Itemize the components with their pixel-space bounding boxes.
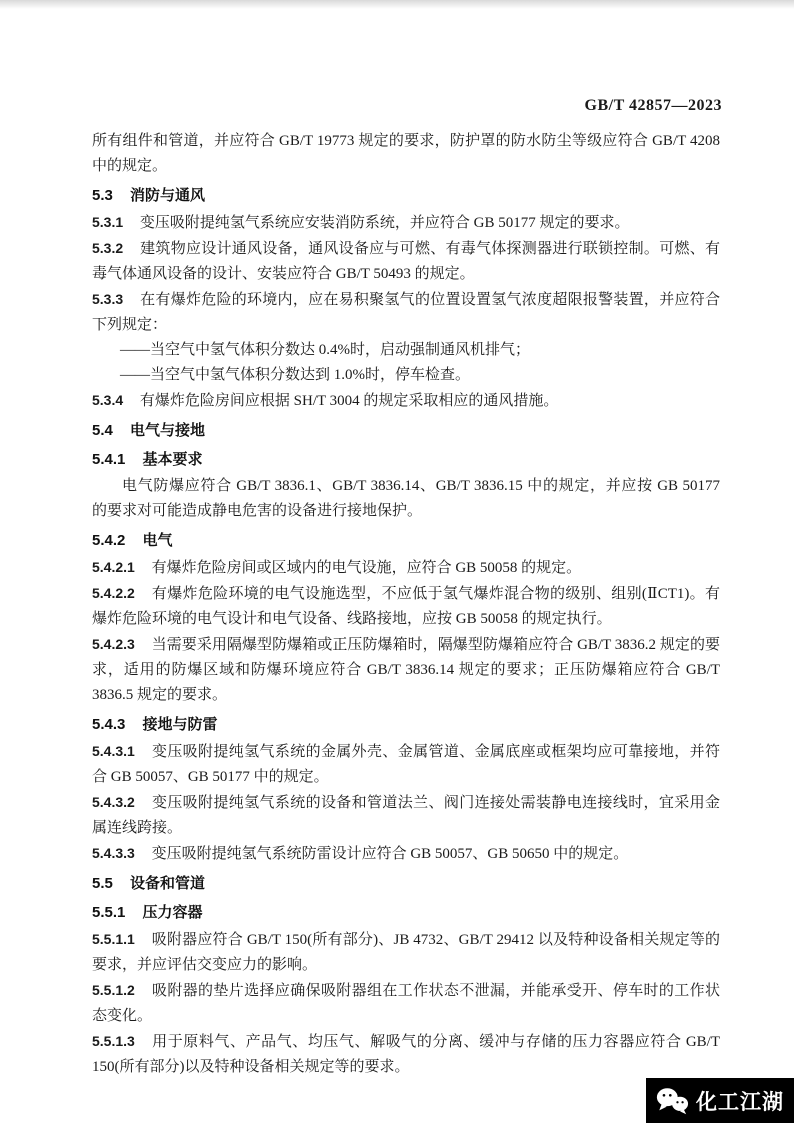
clause-5-4-3-3 xyxy=(92,841,720,867)
clause-5-4-3-2 xyxy=(92,790,720,841)
section-number: 5.3 xyxy=(92,187,113,204)
clause-number: 5.3.2 xyxy=(92,240,124,256)
watermark-banner xyxy=(646,1078,794,1123)
clause-number: 5.3.4 xyxy=(92,392,124,408)
clause-5-3-4 xyxy=(92,388,720,414)
clause-number: 5.4.2.1 xyxy=(92,559,135,575)
section-number: 5.4.3 xyxy=(92,716,126,733)
clause-text: 当需要采用隔爆型防爆箱或正压防爆箱时，隔爆型防爆箱应符合 GB/T 3836.2 规定的要求，适用的防爆区域和防爆环境应符合 GB/T 3836.14 规定的要求；正压防爆箱应符合 GB/T 3836.5 规定的要求。 xyxy=(92,637,720,703)
clause-5-4-2-3 xyxy=(92,632,720,708)
section-heading-5-4-1 xyxy=(92,447,720,472)
clause-number: 5.3.1 xyxy=(92,214,124,230)
paragraph-continuation: 所有组件和管道，并应符合 GB/T 19773 规定的要求，防护罩的防水防尘等级应符合 GB/T 4208 中的规定。 xyxy=(92,133,720,174)
section-heading-5-4-2 xyxy=(92,528,720,553)
clause-5-3-2 xyxy=(92,236,720,287)
clause-5-5-1-3 xyxy=(92,1029,720,1080)
watermark-text: 化工江湖 xyxy=(696,1090,784,1114)
clause-number: 5.4.3.1 xyxy=(92,743,135,759)
clause-5-4-2-1 xyxy=(92,555,720,581)
standard-number-header: GB/T 42857—2023 xyxy=(584,97,722,114)
page-number xyxy=(92,1085,720,1110)
clause-number: 5.4.2.3 xyxy=(92,636,135,652)
clause-text: 建筑物应设计通风设备，通风设备应与可燃、有毒气体探测器进行联锁控制。可燃、有毒气体通风设备的设计、安装应符合 GB/T 50493 的规定。 xyxy=(92,241,720,282)
section-number: 5.5.1 xyxy=(92,904,126,921)
section-heading-5-5 xyxy=(92,871,720,896)
clause-5-3-3 xyxy=(92,287,720,338)
clause-text: 吸附器应符合 GB/T 150(所有部分)、JB 4732、GB/T 29412 以及特种设备相关规定等的要求，并应评估交变应力的影响。 xyxy=(92,932,721,973)
section-heading-5-5-1 xyxy=(92,900,720,925)
clause-number: 5.4.2.2 xyxy=(92,585,135,601)
document-body xyxy=(92,129,720,1110)
clause-number: 5.4.3.2 xyxy=(92,794,135,810)
section-number: 5.4.2 xyxy=(92,532,126,549)
clause-text: 变压吸附提纯氢气系统的金属外壳、金属管道、金属底座或框架均应可靠接地，并符合 GB 50057、GB 50177 中的规定。 xyxy=(92,744,721,785)
clause-5-3-1 xyxy=(92,210,720,236)
clause-text: 有爆炸危险房间应根据 SH/T 3004 的规定采取相应的通风措施。 xyxy=(139,393,559,409)
clause-text: 变压吸附提纯氢气系统防雷设计应符合 GB 50057、GB 50650 中的规定。 xyxy=(151,846,629,862)
clause-5-4-2-2 xyxy=(92,581,720,632)
section-title: 消防与通风 xyxy=(130,187,206,204)
clause-number: 5.5.1.3 xyxy=(92,1033,135,1049)
section-number: 5.4.1 xyxy=(92,451,126,468)
chat-bubbles-icon xyxy=(655,1086,689,1115)
clause-text: 在有爆炸危险的环境内，应在易积聚氢气的位置设置氢气浓度超限报警装置，并应符合下列规定： xyxy=(92,292,720,333)
scan-shadow-edge xyxy=(0,0,794,9)
clause-text: 有爆炸危险房间或区域内的电气设施，应符合 GB 50058 的规定。 xyxy=(151,560,582,576)
clause-5-5-1-1 xyxy=(92,927,720,978)
clause-number: 5.5.1.2 xyxy=(92,982,135,998)
clause-text: 变压吸附提纯氢气系统应安装消防系统，并应符合 GB 50177 规定的要求。 xyxy=(139,215,630,231)
section-heading-5-4 xyxy=(92,418,720,443)
section-heading-5-4-3 xyxy=(92,712,720,737)
section-title: 基本要求 xyxy=(142,451,203,468)
section-number: 5.5 xyxy=(92,875,113,892)
clause-5-4-3-1 xyxy=(92,739,720,790)
section-title: 电气 xyxy=(142,532,173,549)
section-title: 接地与防雷 xyxy=(142,716,218,733)
clause-5-5-1-2 xyxy=(92,978,720,1029)
section-title: 设备和管道 xyxy=(130,875,206,892)
clause-text: 有爆炸危险环境的电气设施选型，不应低于氢气爆炸混合物的级别、组别(ⅡCT1)。有爆炸危险环境的电气设计和电气设备、线路接地，应按 GB 50058 的规定执行。 xyxy=(92,586,720,627)
section-number: 5.4 xyxy=(92,422,113,439)
dash-list-item: ——当空气中氢气体积分数达到 1.0%时，停车检查。 xyxy=(120,367,470,383)
clause-text: 变压吸附提纯氢气系统的设备和管道法兰、阀门连接处需装静电连接线时，宜采用金属连线跨接。 xyxy=(92,795,721,836)
dash-list-item: ——当空气中氢气体积分数达 0.4%时，启动强制通风机排气； xyxy=(120,342,530,358)
clause-number: 5.5.1.1 xyxy=(92,931,135,947)
section-heading-5-3 xyxy=(92,183,720,208)
clause-text: 吸附器的垫片选择应确保吸附器组在工作状态不泄漏，并能承受开、停车时的工作状态变化。 xyxy=(92,983,721,1024)
section-title: 压力容器 xyxy=(142,904,203,921)
clause-text: 用于原料气、产品气、均压气、解吸气的分离、缓冲与存储的压力容器应符合 GB/T 150(所有部分)以及特种设备相关规定等的要求。 xyxy=(92,1034,721,1075)
clause-number: 5.3.3 xyxy=(92,291,124,307)
clause-number: 5.4.3.3 xyxy=(92,845,135,861)
paragraph-5-4-1-body: 电气防爆应符合 GB/T 3836.1、GB/T 3836.14、GB/T 3836.15 中的规定，并应按 GB 50177 的要求对可能造成静电危害的设备进行接地保护。 xyxy=(92,478,720,519)
section-title: 电气与接地 xyxy=(130,422,206,439)
